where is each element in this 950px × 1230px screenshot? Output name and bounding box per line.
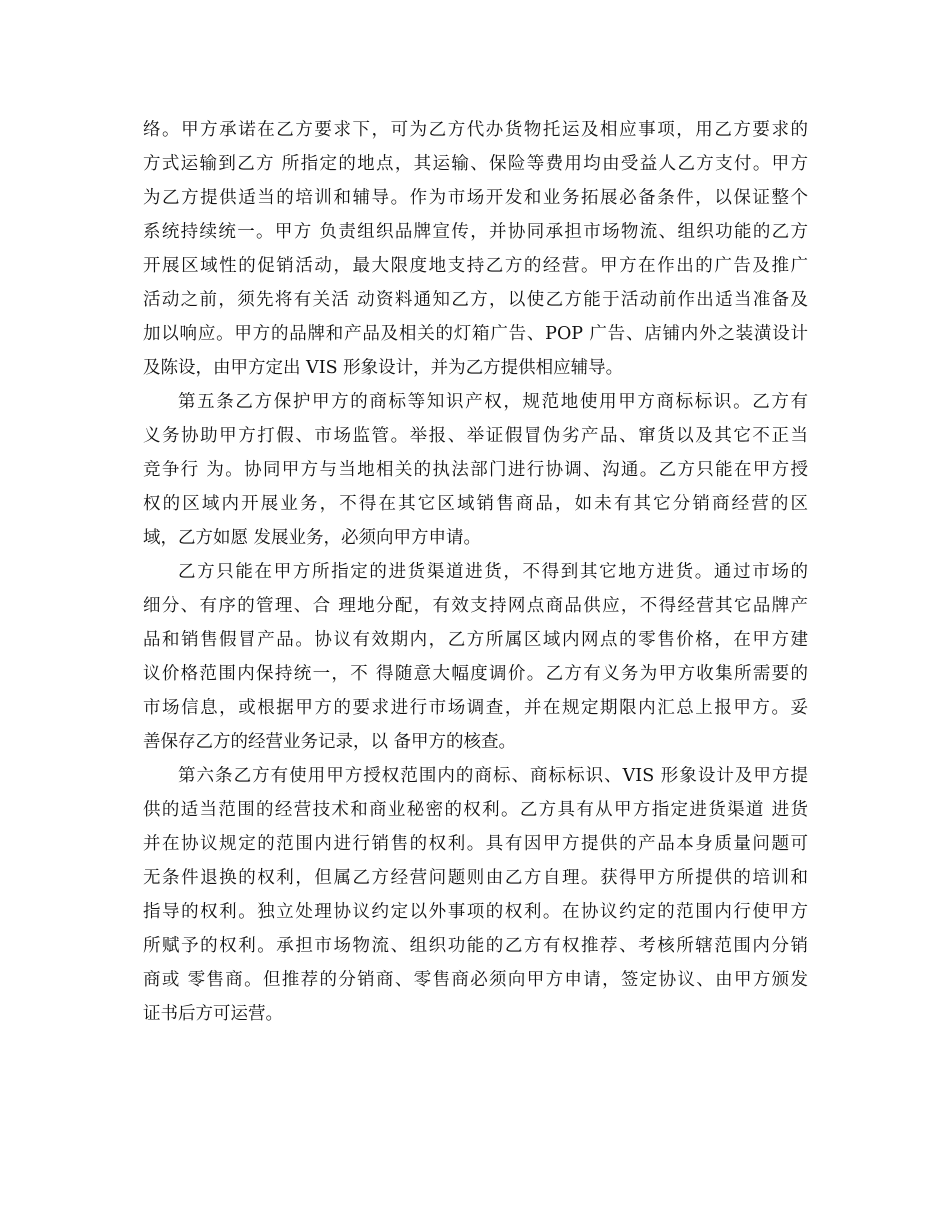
paragraph-1 <box>143 113 808 385</box>
paragraph-1-line-4: 系统持续统一。甲方 负责组织品牌宣传，并协同承担市场物流、组织功能的乙方 <box>143 222 808 242</box>
paragraph-2 <box>143 385 808 555</box>
paragraph-1-line-2: 方式运输到乙方 所指定的地点，其运输、保险等费用均由受益人乙方支付。甲方 <box>143 154 808 174</box>
paragraph-4 <box>143 759 808 1031</box>
paragraph-3 <box>143 555 808 759</box>
paragraph-1-line-8: 及陈设，由甲方定出 VIS 形象设计，并为乙方提供相应辅导。 <box>143 358 624 378</box>
paragraph-1-line-6: 活动之前，须先将有关活 动资料通知乙方，以使乙方能于活动前作出适当准备及 <box>143 290 808 310</box>
paragraph-1-line-1: 络。甲方承诺在乙方要求下，可为乙方代办货物托运及相应事项，用乙方要求的 <box>143 120 808 140</box>
document-body <box>143 113 808 1031</box>
paragraph-2-line-4: 权的区域内开展业务，不得在其它区域销售商品，如未有其它分销商经营的区 <box>143 494 808 514</box>
paragraph-4-line-4: 无条件退换的权利，但属乙方经营问题则由乙方自理。获得甲方所提供的培训和 <box>143 868 808 888</box>
paragraph-4-line-2: 供的适当范围的经营技术和商业秘密的权利。乙方具有从甲方指定进货渠道 进货 <box>143 800 808 820</box>
paragraph-2-line-2: 义务协助甲方打假、市场监管。举报、举证假冒伪劣产品、窜货以及其它不正当 <box>143 426 808 446</box>
paragraph-1-line-5: 开展区域性的促销活动，最大限度地支持乙方的经营。甲方在作出的广告及推广 <box>143 256 808 276</box>
paragraph-4-line-8: 证书后方可运营。 <box>143 1004 283 1024</box>
paragraph-4-line-1: 第六条乙方有使用甲方授权范围内的商标、商标标识、VIS 形象设计及甲方提 <box>178 766 808 786</box>
paragraph-3-line-6: 善保存乙方的经营业务记录，以 备甲方的核查。 <box>143 732 517 752</box>
paragraph-4-line-5: 指导的权利。独立处理协议约定以外事项的权利。在协议约定的范围内行使甲方 <box>143 902 808 922</box>
paragraph-3-line-5: 市场信息，或根据甲方的要求进行市场调查，并在规定期限内汇总上报甲方。妥 <box>143 698 808 718</box>
paragraph-3-line-4: 议价格范围内保持统一，不 得随意大幅度调价。乙方有义务为甲方收集所需要的 <box>143 664 808 684</box>
paragraph-1-line-7: 加以响应。甲方的品牌和产品及相关的灯箱广告、POP 广告、店铺内外之装潢设计 <box>143 324 808 344</box>
paragraph-4-line-7: 商或 零售商。但推荐的分销商、零售商必须向甲方申请，签定协议、由甲方颁发 <box>143 970 808 990</box>
paragraph-3-line-1: 乙方只能在甲方所指定的进货渠道进货，不得到其它地方进货。通过市场的 <box>178 562 808 582</box>
paragraph-3-line-2: 细分、有序的管理、合 理地分配，有效支持网点商品供应，不得经营其它品牌产 <box>143 596 808 616</box>
paragraph-2-line-5: 域，乙方如愿 发展业务，必须向甲方申请。 <box>143 528 482 548</box>
paragraph-2-line-1: 第五条乙方保护甲方的商标等知识产权，规范地使用甲方商标标识。乙方有 <box>178 392 808 412</box>
paragraph-4-line-6: 所赋予的权利。承担市场物流、组织功能的乙方有权推荐、考核所辖范围内分销 <box>143 936 808 956</box>
paragraph-2-line-3: 竞争行 为。协同甲方与当地相关的执法部门进行协调、沟通。乙方只能在甲方授 <box>143 460 808 480</box>
paragraph-4-line-3: 并在协议规定的范围内进行销售的权利。具有因甲方提供的产品本身质量问题可 <box>143 834 808 854</box>
paragraph-3-line-3: 品和销售假冒产品。协议有效期内，乙方所属区域内网点的零售价格，在甲方建 <box>143 630 808 650</box>
paragraph-1-line-3: 为乙方提供适当的培训和辅导。作为市场开发和业务拓展必备条件，以保证整个 <box>143 188 808 208</box>
